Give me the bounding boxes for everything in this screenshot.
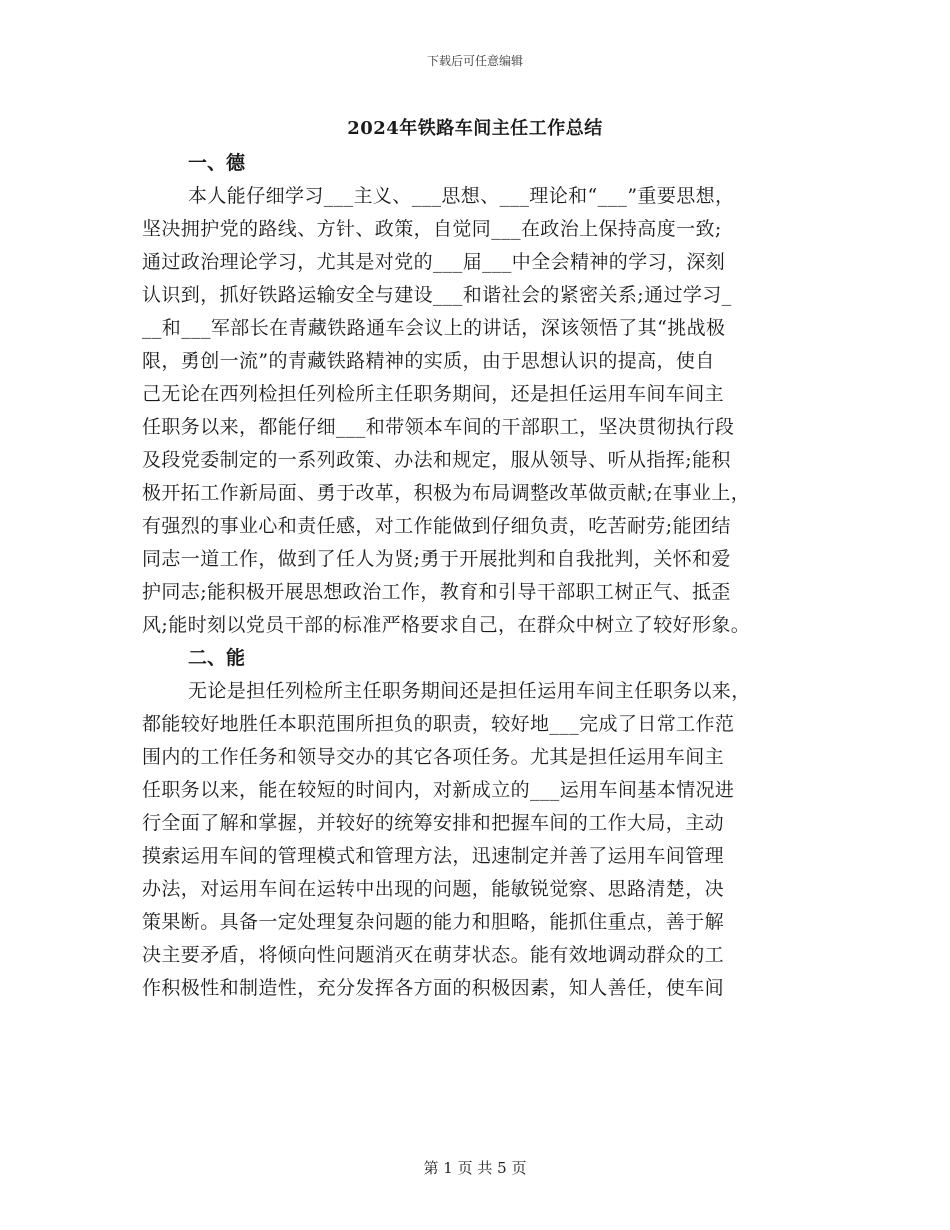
paragraph-line: 作积极性和制造性，充分发挥各方面的积极因素，知人善任，使车间 (142, 977, 725, 999)
paragraph-line: 办法，对运用车间在运转中出现的问题，能敏锐觉察、思路清楚，决 (142, 878, 725, 900)
paragraph-line: 护同志;能积极开展思想政治工作，教育和引导干部职工树正气、抵歪 (142, 581, 731, 603)
paragraph-line: 围内的工作任务和领导交办的其它各项任务。尤其是担任运用车间主 (142, 746, 725, 768)
page-number: 第 1 页 共 5 页 (423, 1159, 527, 1177)
paragraph-line: 极开拓工作新局面、勇于改革，积极为布局调整改革做贡献;在事业上， (142, 482, 751, 504)
paragraph-line: 风;能时刻以党员干部的标准严格要求自己，在群众中树立了较好形象。 (142, 614, 751, 636)
paragraph-line: 限，勇创一流”的青藏铁路精神的实质，由于思想认识的提高，使自 (142, 350, 715, 372)
paragraph-line: 无论是担任列检所主任职务期间还是担任运用车间主任职务以来， (188, 680, 751, 702)
paragraph-line: 行全面了解和掌握，并较好的统筹安排和把握车间的工作大局，主动 (142, 812, 725, 834)
paragraph-line: 同志一道工作，做到了任人为贤;勇于开展批判和自我批判，关怀和爱 (142, 548, 731, 570)
paragraph-line: 己无论在西列检担任列检所主任职务期间，还是担任运用车间车间主 (142, 383, 725, 405)
paragraph-line: __和___军部长在青藏铁路通车会议上的讲话，深该领悟了其“挑战极 (142, 317, 726, 339)
paragraph-line: 本人能仔细学习___主义、___思想、___理论和“___”重要思想， (188, 185, 735, 207)
document-body (142, 147, 812, 1005)
paragraph-line: 坚决拥护党的路线、方针、政策，自觉同___在政治上保持高度一致; (142, 218, 722, 240)
paragraph-line: 摸索运用车间的管理模式和管理方法，迅速制定并善了运用车间管理 (142, 845, 725, 867)
paragraph-line: 通过政治理论学习，尤其是对党的___届___中全会精神的学习，深刻 (142, 251, 726, 273)
paragraph-line: 任职务以来，能在较短的时间内，对新成立的___运用车间基本情况进 (142, 779, 735, 801)
paragraph-line: 及段党委制定的一系列政策、办法和规定，服从领导、听从指挥;能积 (142, 449, 731, 471)
paragraph-line: 决主要矛盾，将倾向性问题消灭在萌芽状态。能有效地调动群众的工 (142, 944, 725, 966)
page-header-note: 下载后可任意编辑 (426, 54, 523, 68)
paragraph-line: 策果断。具备一定处理复杂问题的能力和胆略，能抓住重点，善于解 (142, 911, 725, 933)
paragraph-line: 认识到，抓好铁路运输安全与建设___和谐社会的紧密关系;通过学习_ (142, 284, 732, 306)
paragraph-line: 有强烈的事业心和责任感，对工作能做到仔细负责，吃苦耐劳;能团结 (142, 515, 731, 537)
paragraph-line: 任职务以来，都能仔细___和带领本车间的干部职工，坚决贯彻执行段 (142, 416, 735, 438)
section-heading: 一、德 (188, 152, 246, 174)
document-title: 2024年铁路车间主任工作总结 (347, 118, 603, 139)
paragraph-line: 都能较好地胜任本职范围所担负的职责，较好地___完成了日常工作范 (142, 713, 735, 735)
section-heading: 二、能 (188, 647, 246, 669)
